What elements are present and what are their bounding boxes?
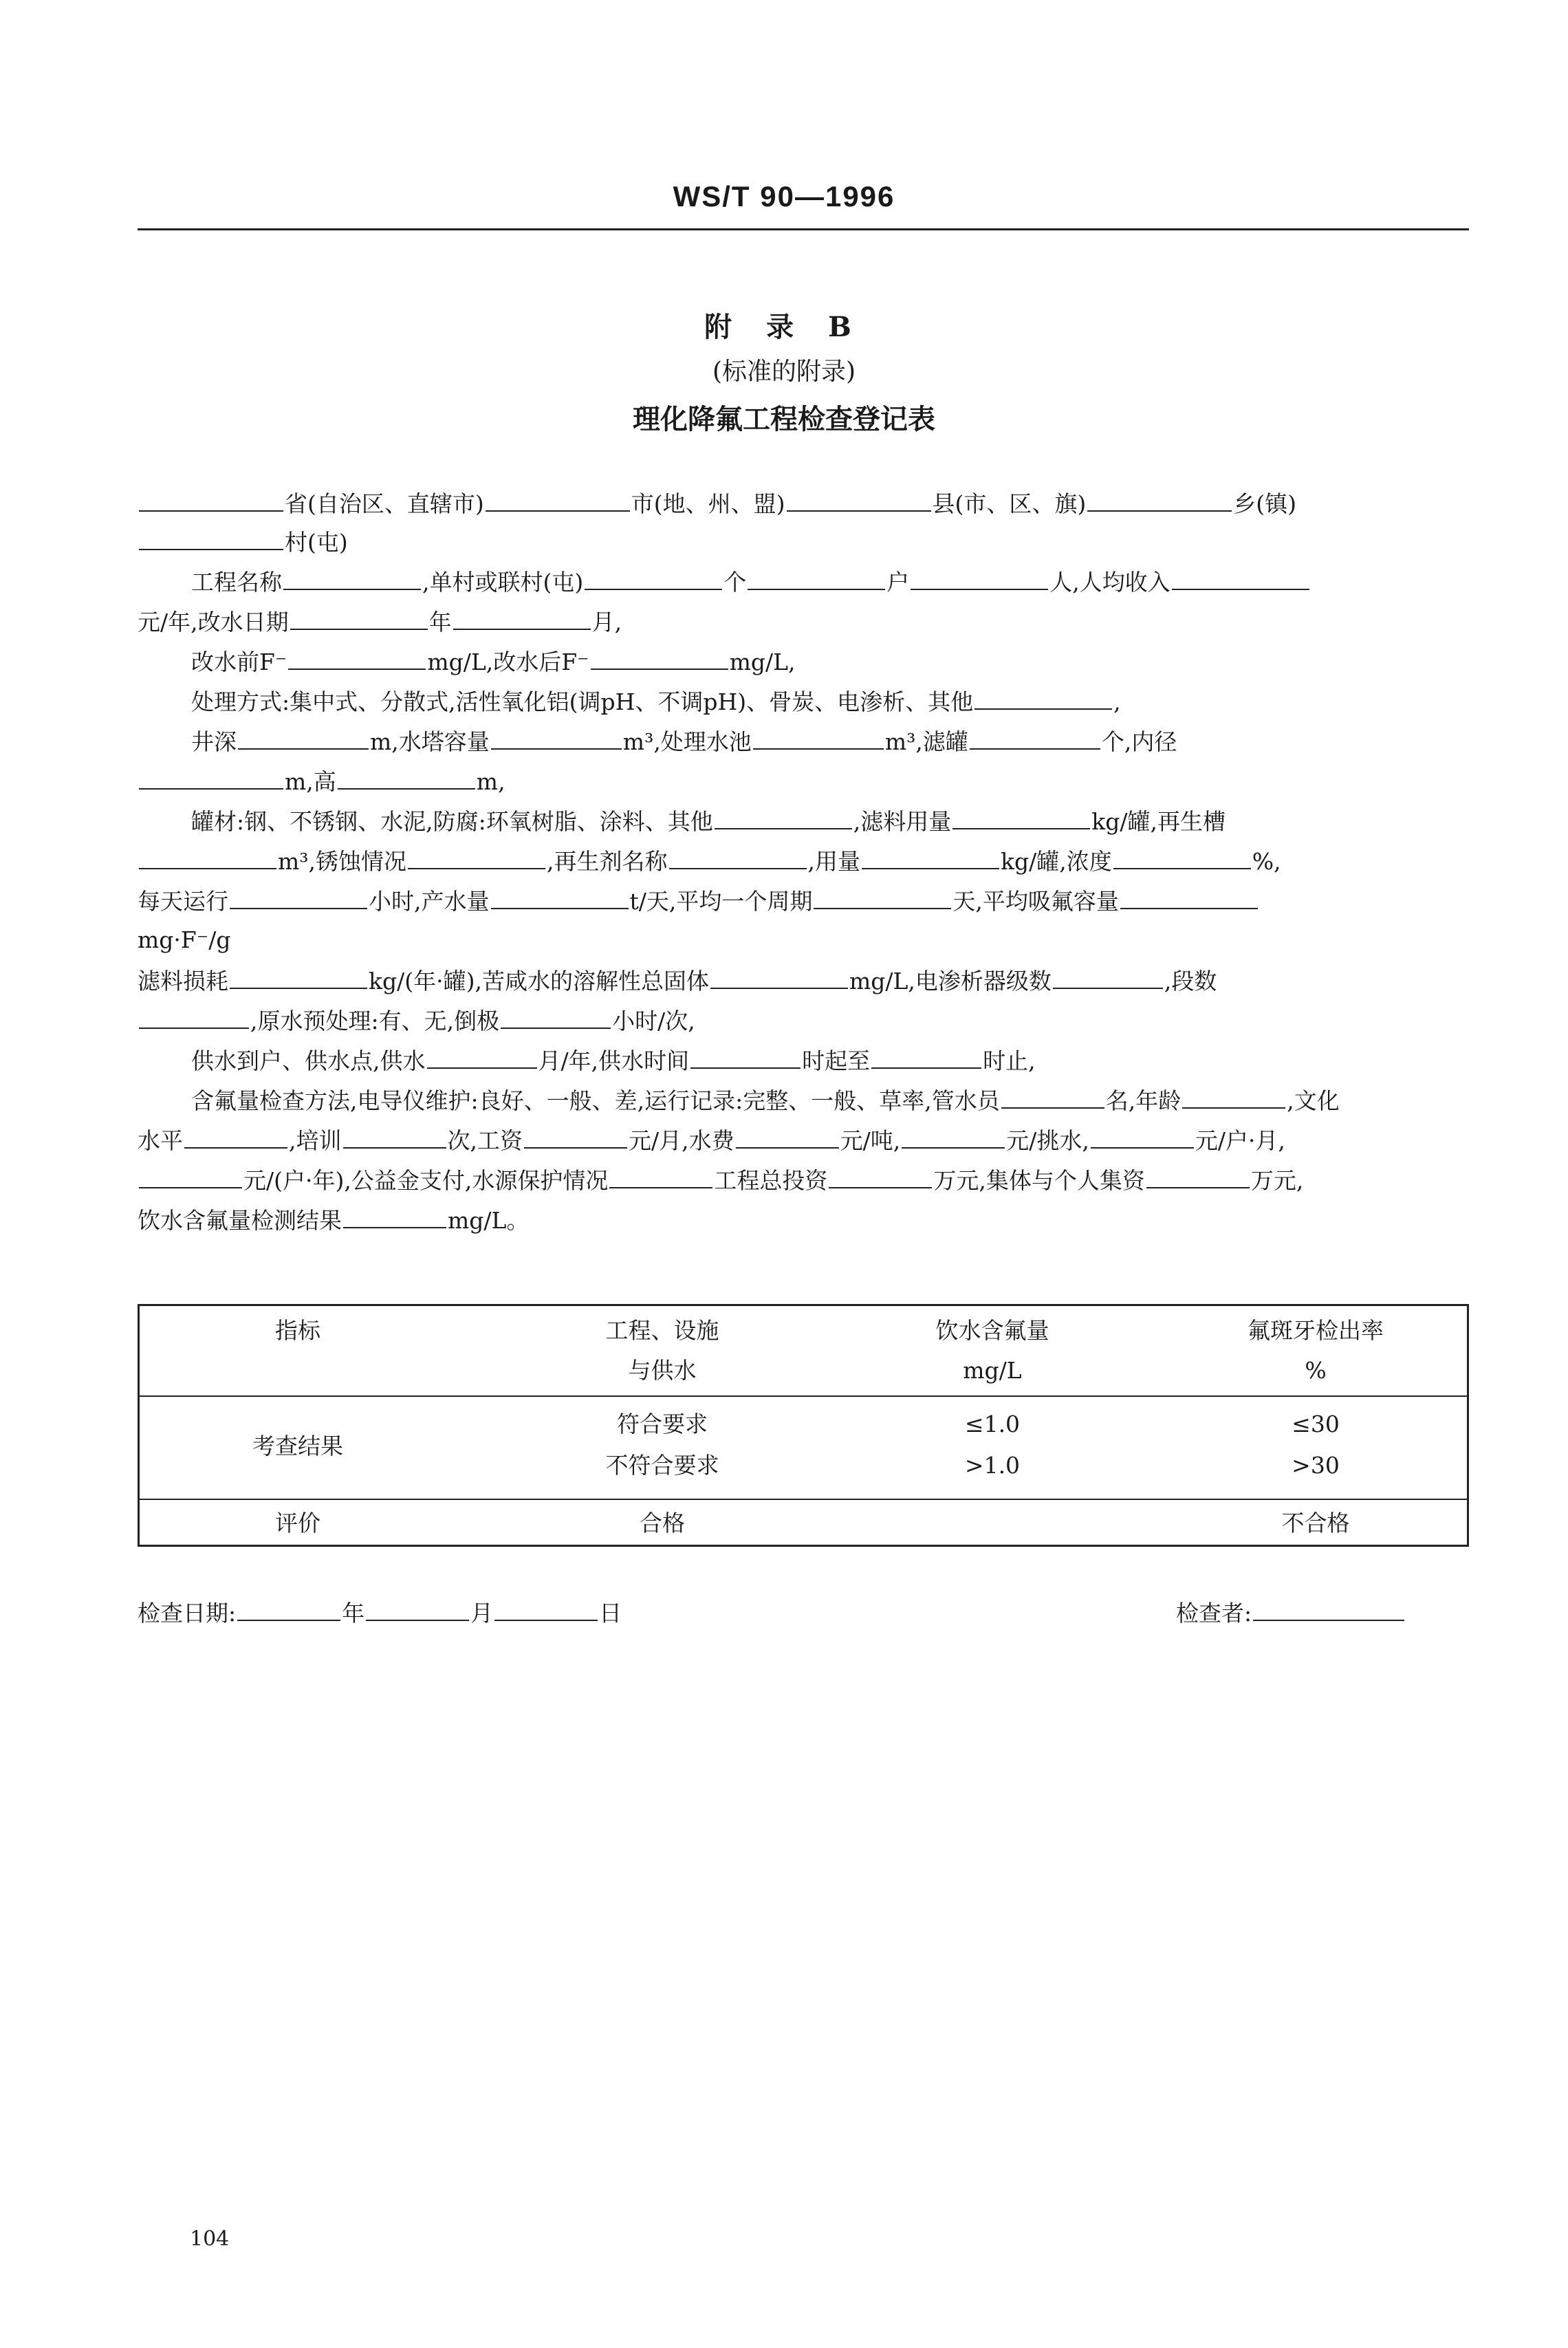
form-text: ,原水预处理:有、无,倒极 <box>250 1008 500 1034</box>
form-text: 市(地、州、盟) <box>631 490 785 517</box>
form-text: 元/月,水费 <box>629 1127 734 1154</box>
header-fluoride: 饮水含氟量 <box>935 1317 1049 1344</box>
form-text: 水平 <box>138 1127 183 1154</box>
form-text: 改水前F⁻ <box>191 649 287 675</box>
form-text: 罐材:钢、不锈钢、水泥,防腐:环氧树脂、涂料、其他 <box>191 808 713 835</box>
funds-blank[interactable] <box>1146 1164 1250 1188</box>
form-line-fees <box>138 1124 1469 1157</box>
eval-pass: 合格 <box>640 1510 685 1536</box>
appendix-type: (标准的附录) <box>712 358 856 386</box>
form-text: ,再生剂名称 <box>547 848 668 875</box>
form-line-method <box>191 685 1469 718</box>
form-line-date <box>138 605 1469 638</box>
day-label: 日 <box>599 1600 622 1627</box>
result-label: 考查结果 <box>252 1433 343 1459</box>
well-depth-blank[interactable] <box>238 725 369 750</box>
form-line-supply <box>191 1044 1469 1077</box>
form-text: 饮水含氟量检测结果 <box>138 1207 342 1234</box>
form-text: 个 <box>723 569 747 596</box>
inspect-month-blank[interactable] <box>366 1596 469 1621</box>
coating-other-blank[interactable] <box>715 805 852 829</box>
dental-pass: ≤30 <box>1292 1411 1340 1437</box>
table-rule <box>140 1499 1467 1500</box>
adsorption-blank[interactable] <box>1120 884 1258 909</box>
header-indicator: 指标 <box>275 1317 320 1344</box>
header-dental: 氟斑牙检出率 <box>1248 1317 1384 1344</box>
form-text: t/天,平均一个周期 <box>629 888 813 915</box>
manager-count-blank[interactable] <box>1001 1084 1104 1109</box>
form-text: 月, <box>591 609 622 635</box>
supply-months-blank[interactable] <box>427 1044 537 1069</box>
eval-fail: 不合格 <box>1281 1510 1350 1536</box>
form-text: m, <box>476 768 505 795</box>
facility-fail: 不符合要求 <box>605 1452 719 1479</box>
form-text: 次,工资 <box>447 1127 523 1154</box>
eval-label: 评价 <box>275 1510 320 1536</box>
form-text: m³,锈蚀情况 <box>278 848 407 875</box>
facility-pass: 符合要求 <box>617 1411 708 1437</box>
education-blank[interactable] <box>184 1124 287 1149</box>
form-text: ,文化 <box>1287 1087 1340 1114</box>
form-text: 元/年,改水日期 <box>138 609 289 635</box>
form-text: 名,年龄 <box>1105 1087 1182 1114</box>
water-output-blank[interactable] <box>491 884 629 909</box>
regen-agent-blank[interactable] <box>669 845 807 869</box>
filter-loss-blank[interactable] <box>230 964 367 989</box>
month-label: 月 <box>470 1600 494 1627</box>
form-text: 村(屯) <box>285 529 348 556</box>
form-text: 万元, <box>1250 1167 1304 1194</box>
water-fee-blank[interactable] <box>736 1124 839 1149</box>
form-line-result <box>138 1204 1469 1237</box>
form-text: kg/罐,浓度 <box>1001 848 1112 875</box>
form-text: 时止, <box>983 1047 1036 1074</box>
total-investment-blank[interactable] <box>829 1164 932 1188</box>
form-text: 元/户·月, <box>1195 1127 1285 1154</box>
diameter-blank[interactable] <box>139 765 283 790</box>
reverse-pole-blank[interactable] <box>501 1004 611 1029</box>
date-label: 检查日期: <box>138 1600 237 1627</box>
inspect-day-blank[interactable] <box>494 1596 598 1621</box>
header-rule <box>138 228 1469 230</box>
form-text: m³,处理水池 <box>622 728 752 755</box>
form-text: 乡(镇) <box>1233 490 1296 517</box>
tower-capacity-blank[interactable] <box>491 725 622 750</box>
inspector-line <box>1176 1596 1406 1628</box>
fluoride-after-blank[interactable] <box>591 645 728 670</box>
income-blank[interactable] <box>1172 565 1309 590</box>
form-text: 滤料损耗 <box>138 968 228 994</box>
form-text: 每天运行 <box>138 888 228 915</box>
township-blank[interactable] <box>1087 487 1232 512</box>
form-text: 井深 <box>191 728 237 755</box>
form-line-investment <box>138 1164 1469 1197</box>
protection-blank[interactable] <box>609 1164 712 1188</box>
form-text: m,高 <box>285 768 336 795</box>
header-facility-line1: 工程、设施 <box>605 1317 719 1344</box>
salary-blank[interactable] <box>524 1124 627 1149</box>
fluoride-pass: ≤1.0 <box>964 1411 1021 1437</box>
form-text: 供水到户、供水点,供水 <box>191 1047 426 1074</box>
year-label: 年 <box>342 1600 365 1627</box>
form-line-project <box>191 565 1469 598</box>
header-fluoride-unit: mg/L <box>963 1357 1022 1384</box>
form-text: %, <box>1252 848 1281 875</box>
standard-code: WS/T 90—1996 <box>673 180 895 213</box>
form-line-pretreat <box>138 1004 1469 1037</box>
table-rule <box>140 1395 1467 1397</box>
form-line-location <box>138 487 1469 520</box>
form-text: 小时/次, <box>612 1008 695 1034</box>
form-text: 元/(户·年),公益金支付,水源保护情况 <box>243 1167 609 1194</box>
filter-tank-blank[interactable] <box>970 725 1100 750</box>
pool-blank[interactable] <box>753 725 884 750</box>
form-line-unit <box>138 924 1469 956</box>
regen-amount-blank[interactable] <box>862 845 999 869</box>
persons-blank[interactable] <box>911 565 1048 590</box>
form-line-fluoride <box>191 645 1469 678</box>
form-text: 小时,产水量 <box>369 888 490 915</box>
form-text: mg·F⁻/g <box>138 926 231 953</box>
method-other-blank[interactable] <box>974 685 1112 710</box>
reform-month-blank[interactable] <box>453 605 591 630</box>
run-hours-blank[interactable] <box>230 884 367 909</box>
form-text: 县(市、区、旗) <box>932 490 1087 517</box>
form-text: 万元,集体与个人集资 <box>933 1167 1145 1194</box>
fluoride-before-blank[interactable] <box>288 645 426 670</box>
project-name-blank[interactable] <box>283 565 421 590</box>
form-line-well <box>191 725 1469 758</box>
form-line-regen <box>138 845 1469 878</box>
form-line-material <box>191 805 1469 838</box>
village-blank[interactable] <box>139 525 283 550</box>
form-text: mg/L,电渗析器级数 <box>849 968 1052 994</box>
evaluation-table <box>138 1304 1469 1547</box>
form-text: kg/罐,再生槽 <box>1091 808 1226 835</box>
form-text: 个,内径 <box>1101 728 1177 755</box>
page-number: 104 <box>190 2227 230 2251</box>
supply-end-blank[interactable] <box>871 1044 981 1069</box>
households-blank[interactable] <box>748 565 885 590</box>
form-text: 时起至 <box>802 1047 871 1074</box>
form-text: mg/L,改水后F⁻ <box>427 649 589 675</box>
header-facility-line2: 与供水 <box>628 1357 697 1384</box>
form-line-maintenance <box>191 1084 1469 1117</box>
inspector-blank[interactable] <box>1253 1596 1404 1621</box>
form-text: , <box>1113 688 1121 715</box>
form-text: 工程总投资 <box>714 1167 828 1194</box>
form-text: 户 <box>886 569 910 596</box>
fluoride-result-blank[interactable] <box>343 1204 446 1228</box>
form-text: ,培训 <box>289 1127 342 1154</box>
inspect-year-blank[interactable] <box>237 1596 340 1621</box>
tds-blank[interactable] <box>710 964 848 989</box>
form-line-village <box>138 525 1469 558</box>
form-text: 省(自治区、直辖市) <box>285 490 484 517</box>
regen-tank-blank[interactable] <box>139 845 276 869</box>
form-text: 人,人均收入 <box>1049 569 1170 596</box>
form-text: 处理方式:集中式、分散式,活性氧化铝(调pH、不调pH)、骨炭、电渗析、其他 <box>191 688 974 715</box>
form-text: 天,平均吸氟容量 <box>952 888 1119 915</box>
per-year-blank[interactable] <box>139 1164 242 1188</box>
form-text: 工程名称 <box>191 569 282 596</box>
form-text: mg/L, <box>729 649 796 675</box>
sections-blank[interactable] <box>139 1004 249 1029</box>
form-text: 元/挑水, <box>1006 1127 1089 1154</box>
stages-blank[interactable] <box>1053 964 1163 989</box>
form-line-size <box>138 765 1469 798</box>
form-text: kg/(年·罐),苦咸水的溶解性总固体 <box>369 968 709 994</box>
form-text: ,段数 <box>1164 968 1217 994</box>
form-text: mg/L。 <box>448 1207 530 1234</box>
fluoride-fail: >1.0 <box>964 1452 1021 1479</box>
cycle-days-blank[interactable] <box>814 884 951 909</box>
concentration-blank[interactable] <box>1113 845 1251 869</box>
height-blank[interactable] <box>338 765 475 790</box>
inspector-label: 检查者: <box>1176 1600 1252 1627</box>
form-text: 月/年,供水时间 <box>538 1047 690 1074</box>
form-text: m³,滤罐 <box>884 728 968 755</box>
county-blank[interactable] <box>787 487 931 512</box>
form-line-loss <box>138 964 1469 997</box>
form-text: 元/吨, <box>840 1127 901 1154</box>
form-text: ,单村或联村(屯) <box>422 569 584 596</box>
per-household-blank[interactable] <box>1091 1124 1194 1149</box>
city-blank[interactable] <box>486 487 630 512</box>
form-title: 理化降氟工程检查登记表 <box>633 403 935 435</box>
per-load-blank[interactable] <box>902 1124 1005 1149</box>
province-blank[interactable] <box>139 487 283 512</box>
training-blank[interactable] <box>343 1124 446 1149</box>
header-dental-unit: % <box>1305 1357 1327 1384</box>
supply-start-blank[interactable] <box>690 1044 801 1069</box>
form-text: m,水塔容量 <box>370 728 490 755</box>
form-text: ,用量 <box>807 848 861 875</box>
appendix-label: 附 录 B <box>704 311 864 343</box>
form-text: 年 <box>428 609 452 635</box>
age-blank[interactable] <box>1182 1084 1285 1109</box>
form-line-operation <box>138 884 1469 917</box>
filter-amount-blank[interactable] <box>952 805 1090 829</box>
reform-year-blank[interactable] <box>290 605 428 630</box>
village-count-blank[interactable] <box>585 565 722 590</box>
form-text: 含氟量检查方法,电导仪维护:良好、一般、差,运行记录:完整、一般、草率,管水员 <box>191 1087 1000 1114</box>
dental-fail: >30 <box>1292 1452 1340 1479</box>
corrosion-blank[interactable] <box>408 845 545 869</box>
form-text: ,滤料用量 <box>853 808 952 835</box>
